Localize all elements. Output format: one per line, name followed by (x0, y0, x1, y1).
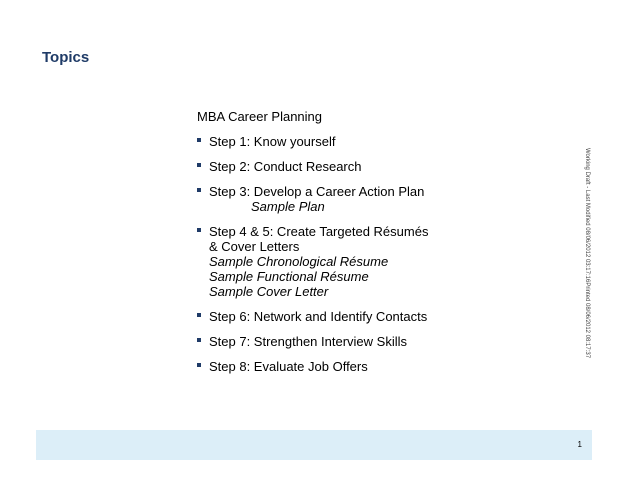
agenda-item-label: Step 1: Know yourself (209, 134, 336, 149)
agenda-item-label: Step 8: Evaluate Job Offers (209, 359, 368, 374)
agenda-item-step-7 (197, 334, 517, 349)
agenda-list (197, 109, 517, 384)
agenda-item-label: Step 7: Strengthen Interview Skills (209, 334, 407, 349)
agenda-subitem-cover-letter: Sample Cover Letter (209, 284, 329, 299)
agenda-item-label: Step 2: Conduct Research (209, 159, 362, 174)
agenda-item-step-8 (197, 359, 517, 374)
agenda-subitem-chronological-resume: Sample Chronological Résume (209, 254, 389, 269)
square-bullet-icon (197, 188, 201, 192)
agenda-heading: MBA Career Planning (197, 109, 323, 124)
working-draft-label: Working Draft - Last Modified 08/06/2012 03:17:16 (584, 148, 590, 283)
square-bullet-icon (197, 338, 201, 342)
footer-bar (36, 430, 592, 460)
agenda-item-step-2 (197, 159, 517, 174)
agenda-item-step-3 (197, 184, 517, 214)
draft-status-note (581, 148, 593, 359)
agenda-item-label: Step 3: Develop a Career Action Plan (209, 184, 425, 199)
agenda-subitem-sample-plan: Sample Plan (251, 199, 325, 214)
agenda-item-label: Step 6: Network and Identify Contacts (209, 309, 428, 324)
square-bullet-icon (197, 228, 201, 232)
agenda-item-step-4-5 (197, 224, 517, 299)
agenda-item-step-1 (197, 134, 517, 149)
printed-date-label: Printed 08/06/2012 08:17:37 (584, 282, 590, 359)
square-bullet-icon (197, 163, 201, 167)
square-bullet-icon (197, 363, 201, 367)
page-number: 1 (577, 440, 582, 449)
agenda-item-label-continued: & Cover Letters (209, 239, 300, 254)
square-bullet-icon (197, 138, 201, 142)
slide-title: Topics (42, 49, 90, 66)
agenda-subitem-functional-resume: Sample Functional Résume (209, 269, 369, 284)
agenda-item-label: Step 4 & 5: Create Targeted Résumés (209, 224, 429, 239)
square-bullet-icon (197, 313, 201, 317)
agenda-item-step-6 (197, 309, 517, 324)
